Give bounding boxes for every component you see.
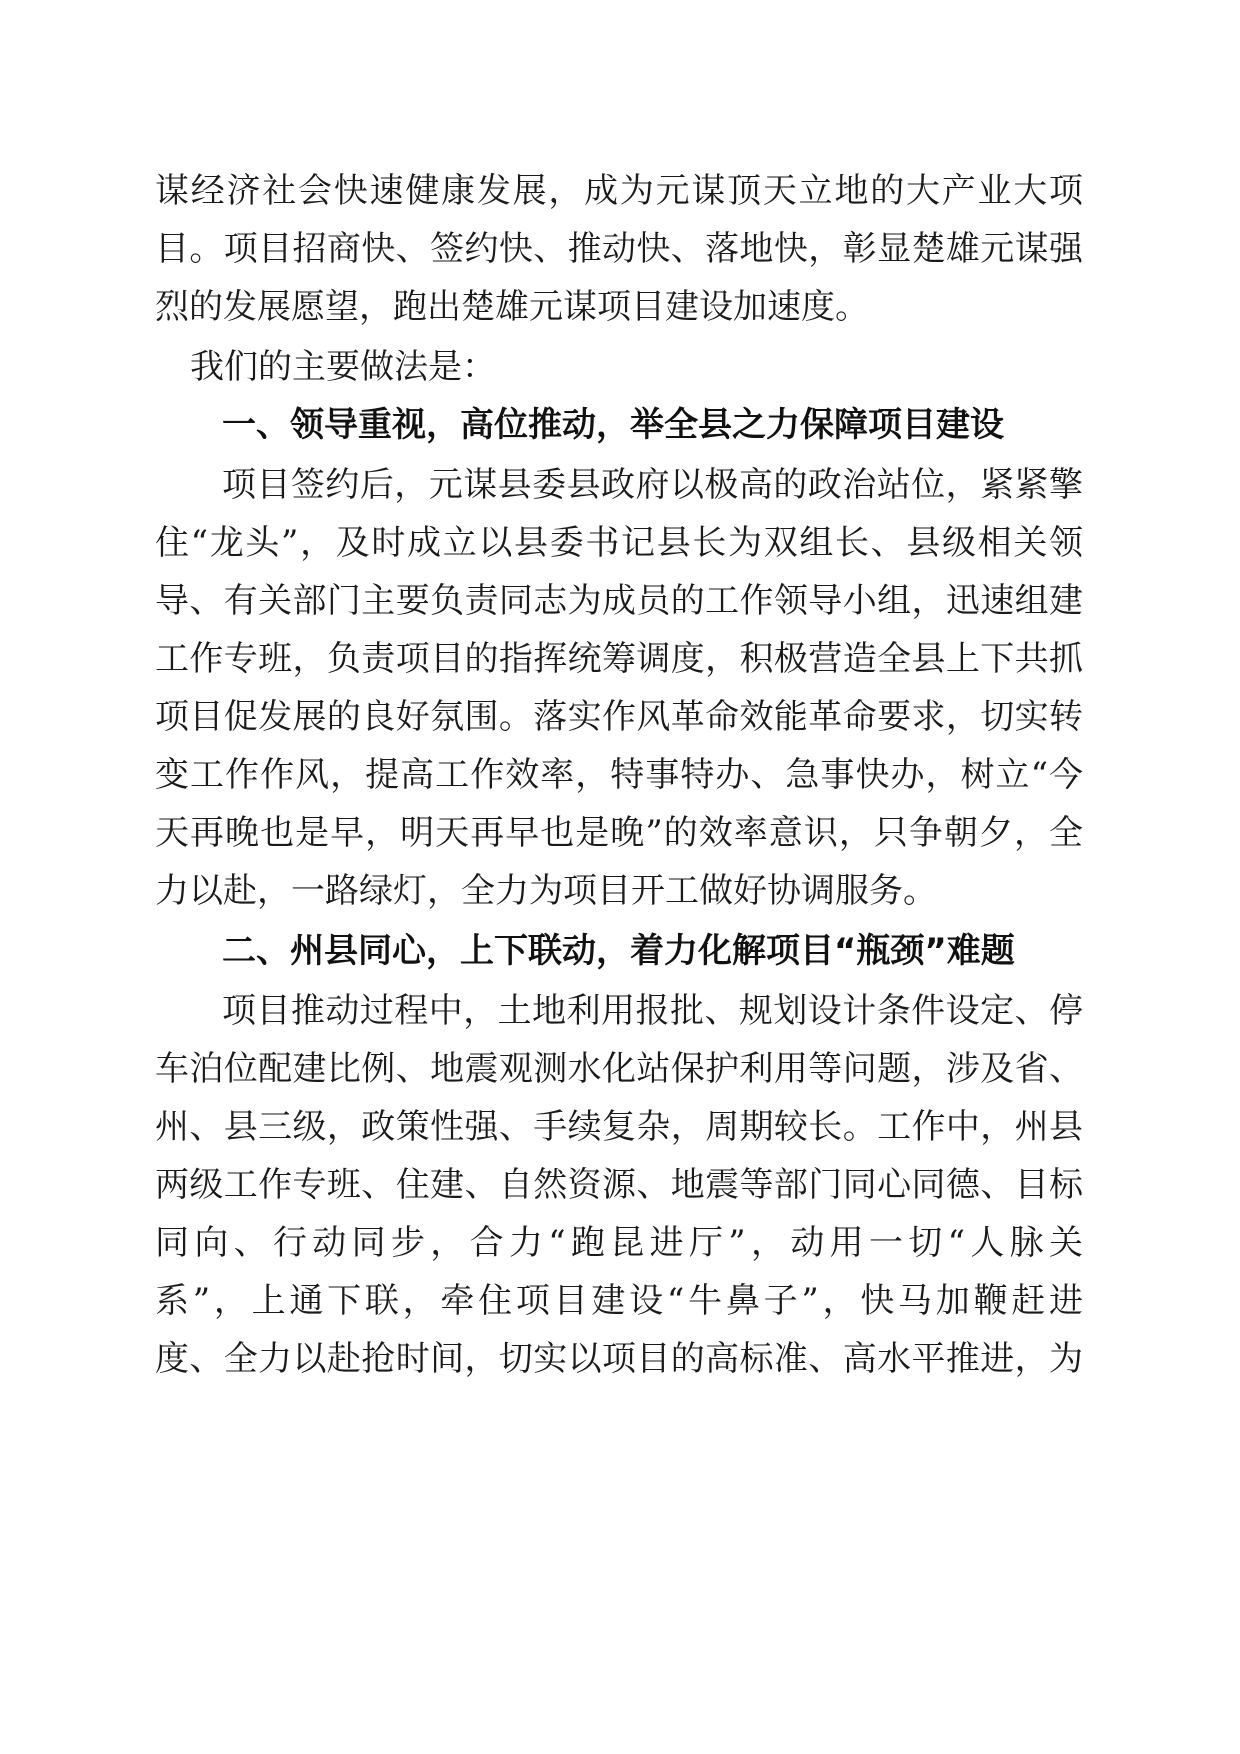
body-text-line: 工作专班，负责项目的指挥统筹调度，积极营造全县上下共抓 bbox=[155, 639, 1083, 679]
body-text-line: 车泊位配建比例、地震观测水化站保护利用等问题，涉及省、 bbox=[155, 1049, 1083, 1089]
body-text-line: 项目推动过程中，土地利用报批、规划设计条件设定、停 bbox=[222, 991, 1083, 1031]
body-text-line: 系”，上通下联，牵住项目建设“牛鼻子”，快马加鞭赶进 bbox=[155, 1281, 1083, 1321]
body-text-line: 项目促发展的良好氛围。落实作风革命效能革命要求，切实转 bbox=[155, 697, 1083, 737]
body-text-line: 力以赴，一路绿灯，全力为项目开工做好协调服务。 bbox=[155, 871, 937, 911]
body-text-line: 住“龙头”，及时成立以县委书记县长为双组长、县级相关领 bbox=[155, 523, 1083, 563]
body-text-line: 同向、行动同步，合力“跑昆进厅”，动用一切“人脉关 bbox=[155, 1223, 1083, 1263]
body-text-line: 我们的主要做法是： bbox=[190, 347, 496, 387]
section-heading-2: 二、州县同心，上下联动，着力化解项目“瓶颈”难题 bbox=[222, 931, 1015, 971]
body-text-line: 度、全力以赴抢时间，切实以项目的高标准、高水平推进，为 bbox=[155, 1339, 1083, 1379]
body-text-line: 州、县三级，政策性强、手续复杂，周期较长。工作中，州县 bbox=[155, 1107, 1083, 1147]
section-heading-1: 一、领导重视，高位推动，举全县之力保障项目建设 bbox=[222, 405, 1004, 445]
body-text-line: 烈的发展愿望，跑出楚雄元谋项目建设加速度。 bbox=[155, 287, 869, 327]
body-text-line: 变工作作风，提高工作效率，特事特办、急事快办，树立“今 bbox=[155, 755, 1083, 795]
body-text-line: 两级工作专班、住建、自然资源、地震等部门同心同德、目标 bbox=[155, 1165, 1083, 1205]
body-text-line: 天再晚也是早，明天再早也是晚”的效率意识，只争朝夕，全 bbox=[155, 813, 1083, 853]
body-text-line: 导、有关部门主要负责同志为成员的工作领导小组，迅速组建 bbox=[155, 581, 1083, 621]
body-text-line: 谋经济社会快速健康发展，成为元谋顶天立地的大产业大项 bbox=[155, 171, 1083, 211]
body-text-line: 项目签约后，元谋县委县政府以极高的政治站位，紧紧擎 bbox=[222, 465, 1083, 505]
body-text-line: 目。项目招商快、签约快、推动快、落地快，彰显楚雄元谋强 bbox=[155, 229, 1083, 269]
